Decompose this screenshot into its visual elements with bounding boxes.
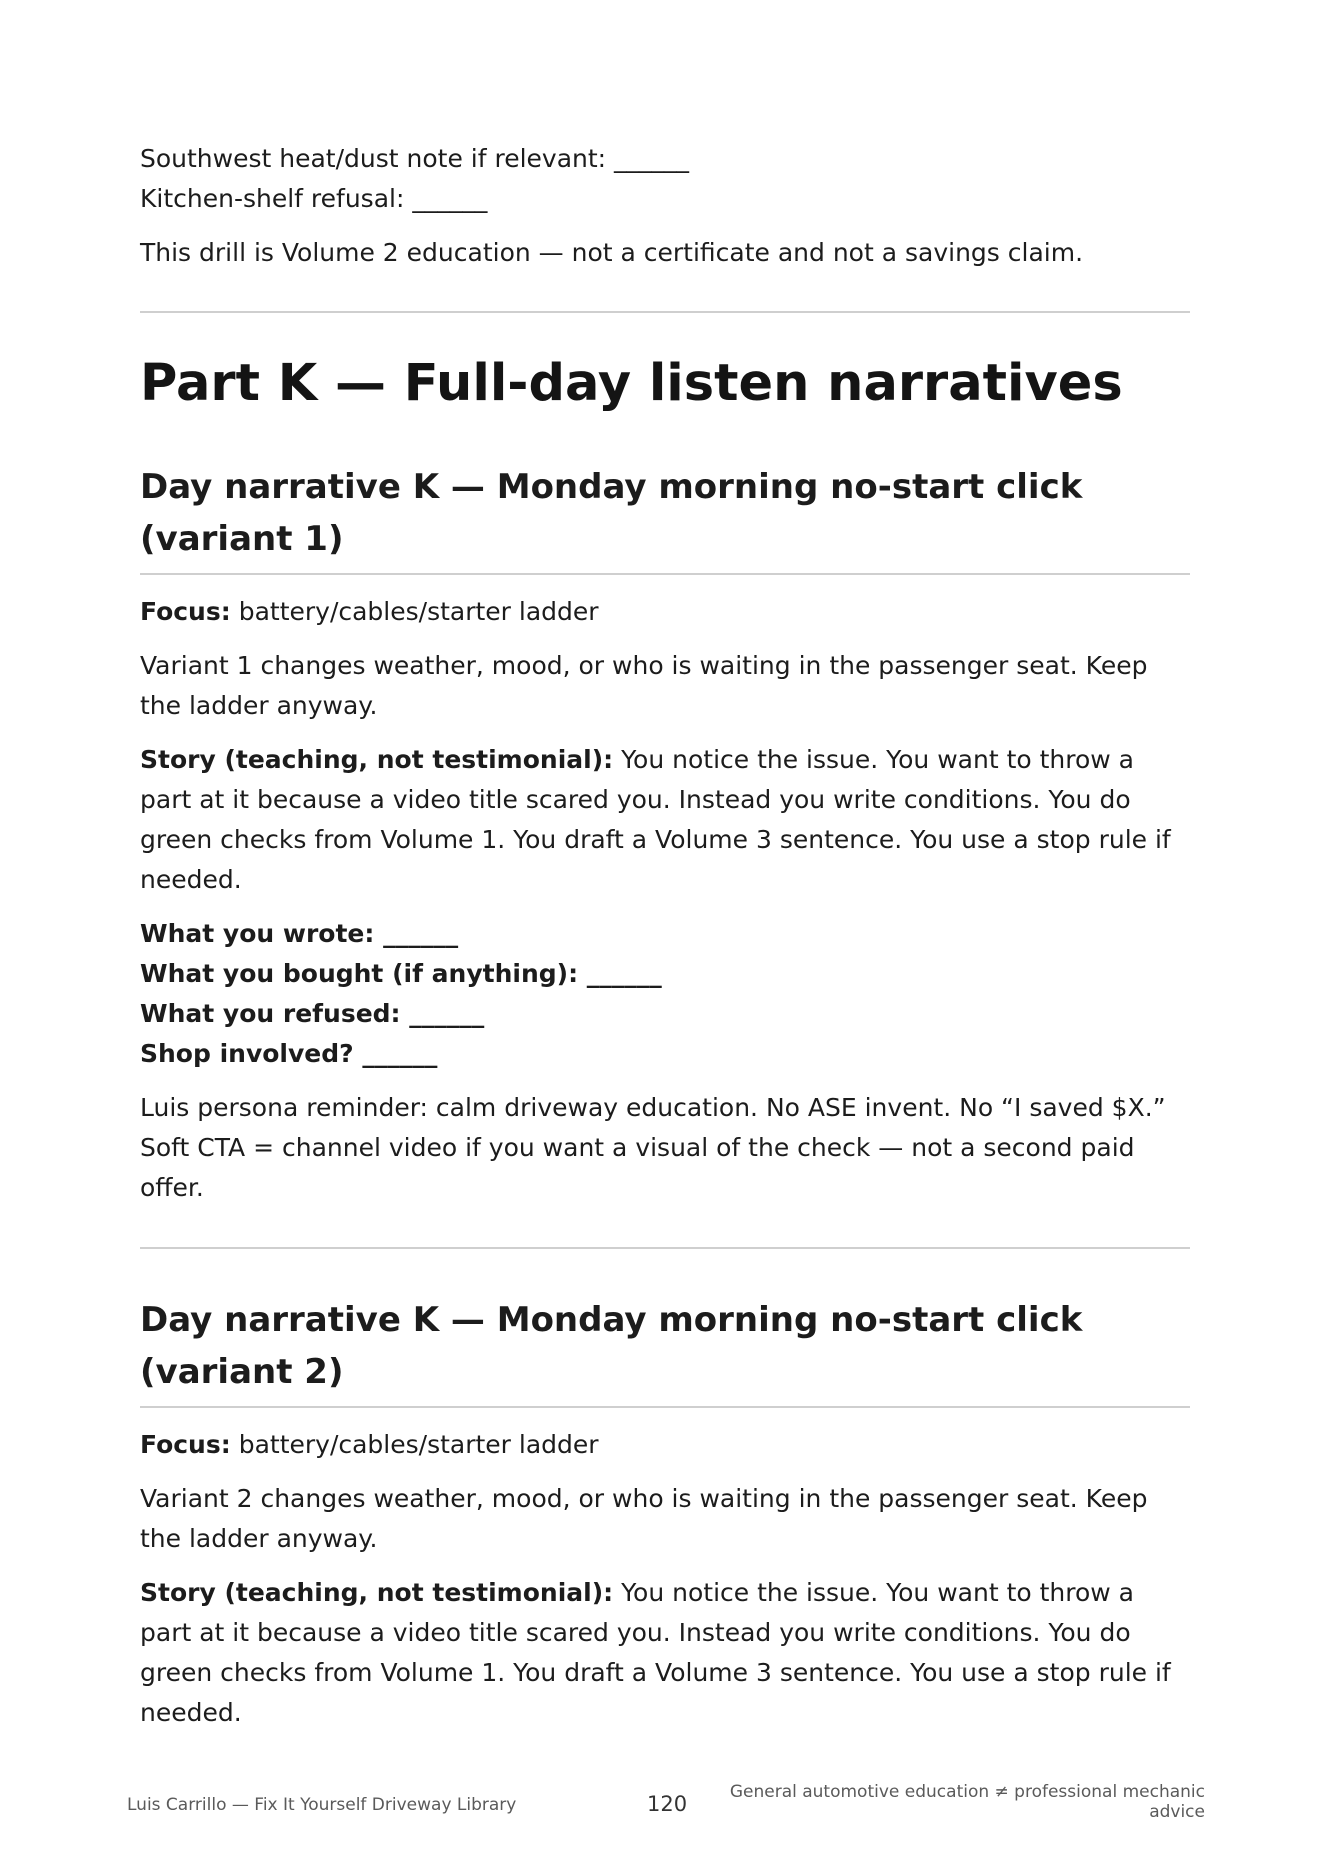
- what-you-bought: What you bought (if anything): ______: [140, 959, 662, 988]
- story-label: Story (teaching, not testimonial):: [140, 1578, 614, 1607]
- footer-disclaimer-line1: General automotive education ≠ professional mechanic: [729, 1782, 1205, 1802]
- what-you-refused-line: [140, 994, 1190, 1034]
- focus-line: [140, 592, 1190, 632]
- what-you-wrote: What you wrote: ______: [140, 919, 459, 948]
- drill-note: This drill is Volume 2 education — not a certificate and not a savings claim.: [140, 238, 1084, 267]
- variant-paragraph: Variant 1 changes weather, mood, or who is waiting in the passenger seat. Keep the ladder anyway.: [140, 651, 1148, 720]
- focus-text: battery/cables/starter ladder: [230, 1430, 599, 1459]
- story-label: Story (teaching, not testimonial):: [140, 745, 614, 774]
- narrative-heading: [140, 461, 1190, 565]
- narrative-heading: [140, 1294, 1190, 1398]
- focus-label: Focus:: [140, 1430, 231, 1459]
- southwest-note-line: Southwest heat/dust note if relevant: ______: [140, 144, 690, 173]
- story-paragraph: [140, 740, 1190, 900]
- shop-involved: Shop involved? ______: [140, 1039, 438, 1068]
- page-number: 120: [647, 1792, 688, 1816]
- narrative-heading-line1: Day narrative K — Monday morning no-start click: [140, 467, 1083, 507]
- story-text: You notice the issue. You want to throw a part at it because a video title scared you. Instead you write conditions. You do green checks from Volume 1. You draft a Volume 3 sentence. You use a stop rule if needed.: [140, 1578, 1171, 1727]
- narrative-heading-line2: (variant 1): [140, 519, 344, 559]
- footer-library-title: Luis Carrillo — Fix It Yourself Driveway Library: [127, 1795, 517, 1815]
- focus-label: Focus:: [140, 597, 231, 626]
- focus-text: battery/cables/starter ladder: [230, 597, 599, 626]
- persona-reminder: Luis persona reminder: calm driveway education. No ASE invent. No “I saved $X.” Soft CTA = channel video if you want a visual of the check — not a second paid offer.: [140, 1093, 1166, 1202]
- variant-paragraph: Variant 2 changes weather, mood, or who is waiting in the passenger seat. Keep the ladder anyway.: [140, 1484, 1148, 1553]
- narrative-heading-line2: (variant 2): [140, 1352, 344, 1392]
- page-content: [140, 0, 1190, 1733]
- narrative-heading-line1: Day narrative K — Monday morning no-start click: [140, 1300, 1083, 1340]
- what-you-bought-line: [140, 954, 1190, 994]
- page-footer: [127, 1782, 1205, 1826]
- story-text: You notice the issue. You want to throw a part at it because a video title scared you. Instead you write conditions. You do green checks from Volume 1. You draft a Volume 3 sentence. You use a stop rule if needed.: [140, 745, 1171, 894]
- what-you-wrote-line: [140, 914, 1190, 954]
- what-you-refused: What you refused: ______: [140, 999, 485, 1028]
- footer-disclaimer-line2: advice: [1149, 1802, 1205, 1822]
- shop-involved-line: [140, 1034, 1190, 1074]
- story-paragraph: [140, 1573, 1190, 1733]
- kitchen-shelf-line: Kitchen-shelf refusal: ______: [140, 184, 488, 213]
- footer-disclaimer: [685, 1782, 1205, 1822]
- part-title: Part K — Full-day listen narratives: [140, 354, 1123, 413]
- focus-line: [140, 1425, 1190, 1465]
